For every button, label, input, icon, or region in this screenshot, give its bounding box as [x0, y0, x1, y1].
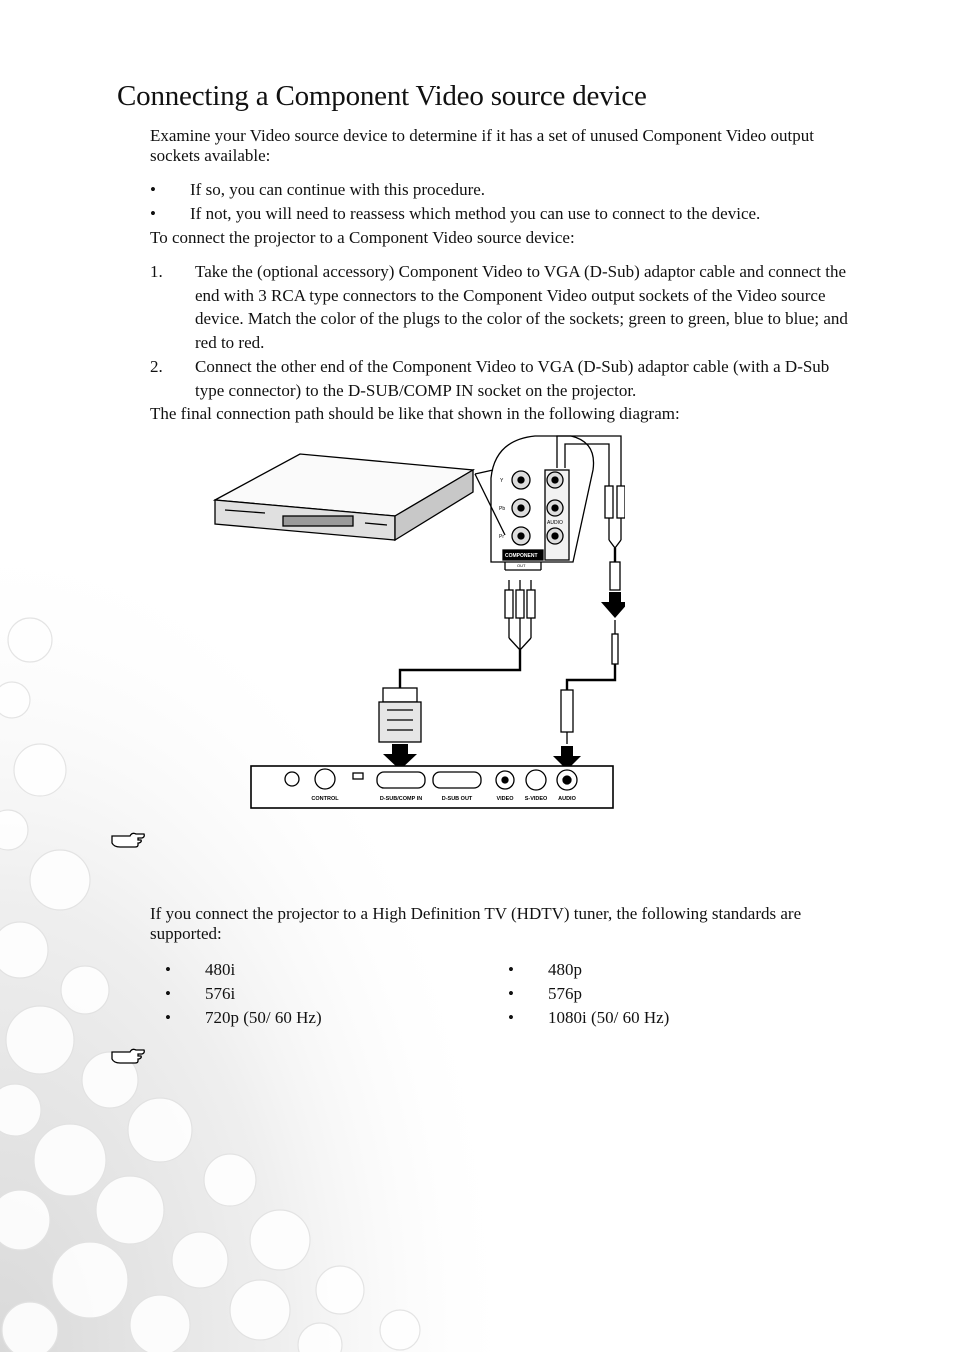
bullet-text: If not, you will need to reassess which method you can use to connect to the device. [190, 204, 761, 223]
standard-item: 1080i (50/ 60 Hz) [548, 1008, 670, 1027]
label-dsub-comp-in: D-SUB/COMP IN [379, 796, 423, 802]
connect-intro: To connect the projector to a Component Video source device: [150, 228, 575, 247]
pointing-hand-icon [110, 828, 146, 850]
bullet-text: If so, you can continue with this procedure. [190, 180, 486, 199]
bullet-mark: • [150, 180, 156, 199]
bullet-mark: • [508, 960, 514, 979]
zoom-label-audio: AUDIO [547, 520, 563, 526]
step-number: 2. [150, 357, 163, 376]
standard-item: 480i [205, 960, 236, 979]
hdtv-intro: If you connect the projector to a High Definition TV (HDTV) tuner, the following standards are supported: [150, 904, 802, 943]
intro-paragraph: Examine your Video source device to determine if it has a set of unused Component Video output sockets available: [150, 126, 814, 165]
rca-plugs-icon [505, 580, 535, 650]
zoom-label-component: COMPONENT [505, 553, 538, 559]
bullet-mark: • [508, 984, 514, 1003]
d-sub-plug-icon [379, 688, 421, 742]
step-number: 1. [150, 262, 163, 281]
label-svideo: S-VIDEO [524, 796, 548, 802]
step-text: Connect the other end of the Component Video to VGA (D-Sub) adaptor cable (with a D-Sub type connector) to the D-SUB/COMP IN socket on the projector. [195, 357, 830, 400]
label-control: CONTROL [311, 796, 339, 802]
bullet-mark: • [165, 1008, 171, 1027]
step-text: Take the (optional accessory) Component Video to VGA (D-Sub) adaptor cable and connect the end with 3 RCA type connectors to the Component Video output sockets of the Video source device. Match the color of the plugs to the color of the sockets; green to green, blue to blue; and red to red. [195, 262, 848, 352]
standard-item: 576p [548, 984, 582, 1003]
audio-rca-plugs-icon [605, 486, 625, 590]
bullet-mark: • [165, 960, 171, 979]
bullet-mark: • [150, 204, 156, 223]
component-jacks-zoom-icon [475, 436, 594, 570]
zoom-label-out: OUT [517, 563, 526, 568]
standard-item: 480p [548, 960, 582, 979]
label-audio: AUDIO [558, 796, 576, 802]
zoom-label-y: Y [500, 478, 504, 484]
label-dsub-out: D-SUB OUT [441, 796, 473, 802]
audio-mini-plug-icon [561, 690, 573, 744]
zoom-label-pr: Pr [499, 534, 504, 540]
standard-item: 720p (50/ 60 Hz) [205, 1008, 322, 1027]
diagram-intro: The final connection path should be like that shown in the following diagram: [150, 404, 680, 423]
standard-item: 576i [205, 984, 236, 1003]
zoom-label-pb: Pb [499, 506, 506, 512]
page-title: Connecting a Component Video source device [117, 80, 647, 112]
bullet-mark: • [508, 1008, 514, 1027]
connection-diagram [205, 430, 625, 812]
pointing-hand-icon [110, 1044, 146, 1066]
bullet-mark: • [165, 984, 171, 1003]
video-source-device-icon [215, 454, 473, 540]
label-video: VIDEO [496, 796, 514, 802]
